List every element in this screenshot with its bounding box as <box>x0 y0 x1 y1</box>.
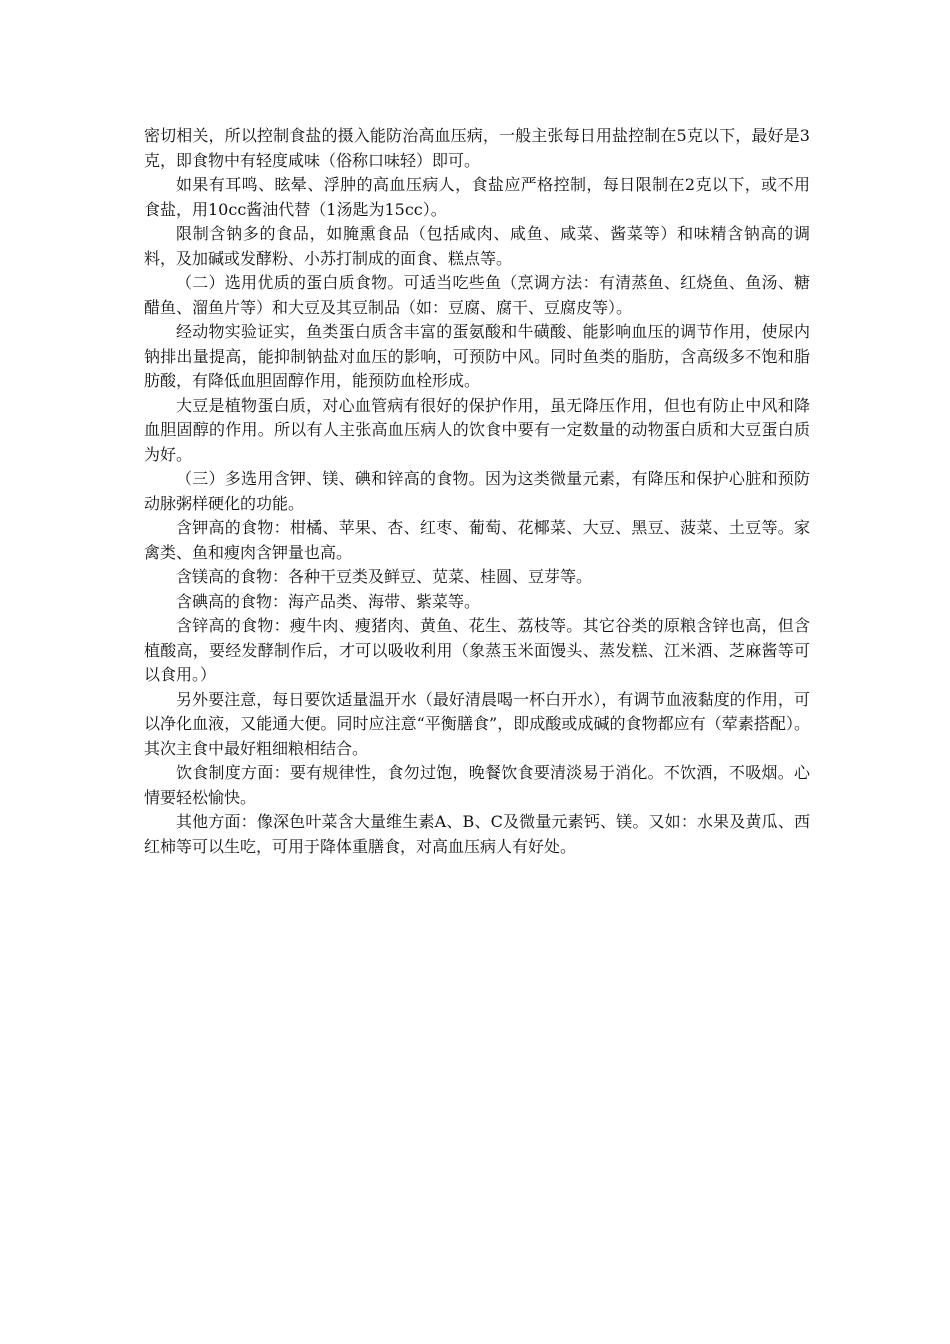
paragraph-salt-intro: 密切相关，所以控制食盐的摄入能防治高血压病，一般主张每日用盐控制在5克以下，最好是3克，即食物中有轻度咸味（俗称口味轻）即可。 <box>144 126 810 170</box>
paragraph-zinc: 含锌高的食物：瘦牛肉、瘦猪肉、黄鱼、花生、荔枝等。其它谷类的原粮含锌也高，但含植酸高，要经发酵制作后，才可以吸收利用（象蒸玉米面馒头、蒸发糕、江米酒、芝麻酱等可以食用。） <box>144 616 810 684</box>
paragraph-sodium-foods: 限制含钠多的食品，如腌熏食品（包括咸肉、咸鱼、咸菜、酱菜等）和味精含钠高的调料，及加碱或发酵粉、小苏打制成的面食、糕点等。 <box>144 224 810 268</box>
paragraph-minerals-heading: （三）多选用含钾、镁、碘和锌高的食物。因为这类微量元素，有降压和保护心脏和预防动脉粥样硬化的功能。 <box>144 469 810 513</box>
paragraph-water: 另外要注意，每日要饮适量温开水（最好清晨喝一杯白开水），有调节血液黏度的作用，可以净化血液，又能通大便。同时应注意“平衡膳食”，即成酸或成碱的食物都应有（荤素搭配）。其次主食中最好粗细粮相结合。 <box>144 689 810 758</box>
paragraph-magnesium: 含镁高的食物：各种干豆类及鲜豆、苋菜、桂圆、豆芽等。 <box>176 567 593 586</box>
paragraph-soy-protein: 大豆是植物蛋白质，对心血管病有很好的保护作用，虽无降压作用，但也有防止中风和降血胆固醇的作用。所以有人主张高血压病人的饮食中要有一定数量的动物蛋白质和大豆蛋白质为好。 <box>144 395 810 464</box>
paragraph-other: 其他方面：像深色叶菜含大量维生素A、B、C及微量元素钙、镁。又如：水果及黄瓜、西红柿等可以生吃，可用于降体重膳食，对高血压病人有好处。 <box>144 812 810 856</box>
paragraph-fish-protein: 经动物实验证实，鱼类蛋白质含丰富的蛋氨酸和牛磺酸、能影响血压的调节作用，使尿内钠排出量提高，能抑制钠盐对血压的影响，可预防中风。同时鱼类的脂肪，含高级多不饱和脂肪酸，有降低血胆固醇作用，能预防血栓形成。 <box>144 322 810 390</box>
paragraph-tinnitus: 如果有耳鸣、眩晕、浮肿的高血压病人，食盐应严格控制，每日限制在2克以下，或不用食盐，用10cc酱油代替（1汤匙为15cc）。 <box>144 175 810 219</box>
paragraph-protein-heading: （二）选用优质的蛋白质食物。可适当吃些鱼（烹调方法：有清蒸鱼、红烧鱼、鱼汤、糖醋鱼、溜鱼片等）和大豆及其豆制品（如：豆腐、腐干、豆腐皮等）。 <box>144 273 810 317</box>
paragraph-diet-system: 饮食制度方面：要有规律性，食勿过饱，晚餐饮食要清淡易于消化。不饮酒，不吸烟。心情要轻松愉快。 <box>144 763 810 807</box>
document-body <box>144 124 810 859</box>
paragraph-iodine: 含碘高的食物：海产品类、海带、紫菜等。 <box>176 591 481 611</box>
paragraph-potassium: 含钾高的食物：柑橘、苹果、杏、红枣、葡萄、花椰菜、大豆、黑豆、菠菜、土豆等。家禽类、鱼和瘦肉含钾量也高。 <box>144 518 810 562</box>
